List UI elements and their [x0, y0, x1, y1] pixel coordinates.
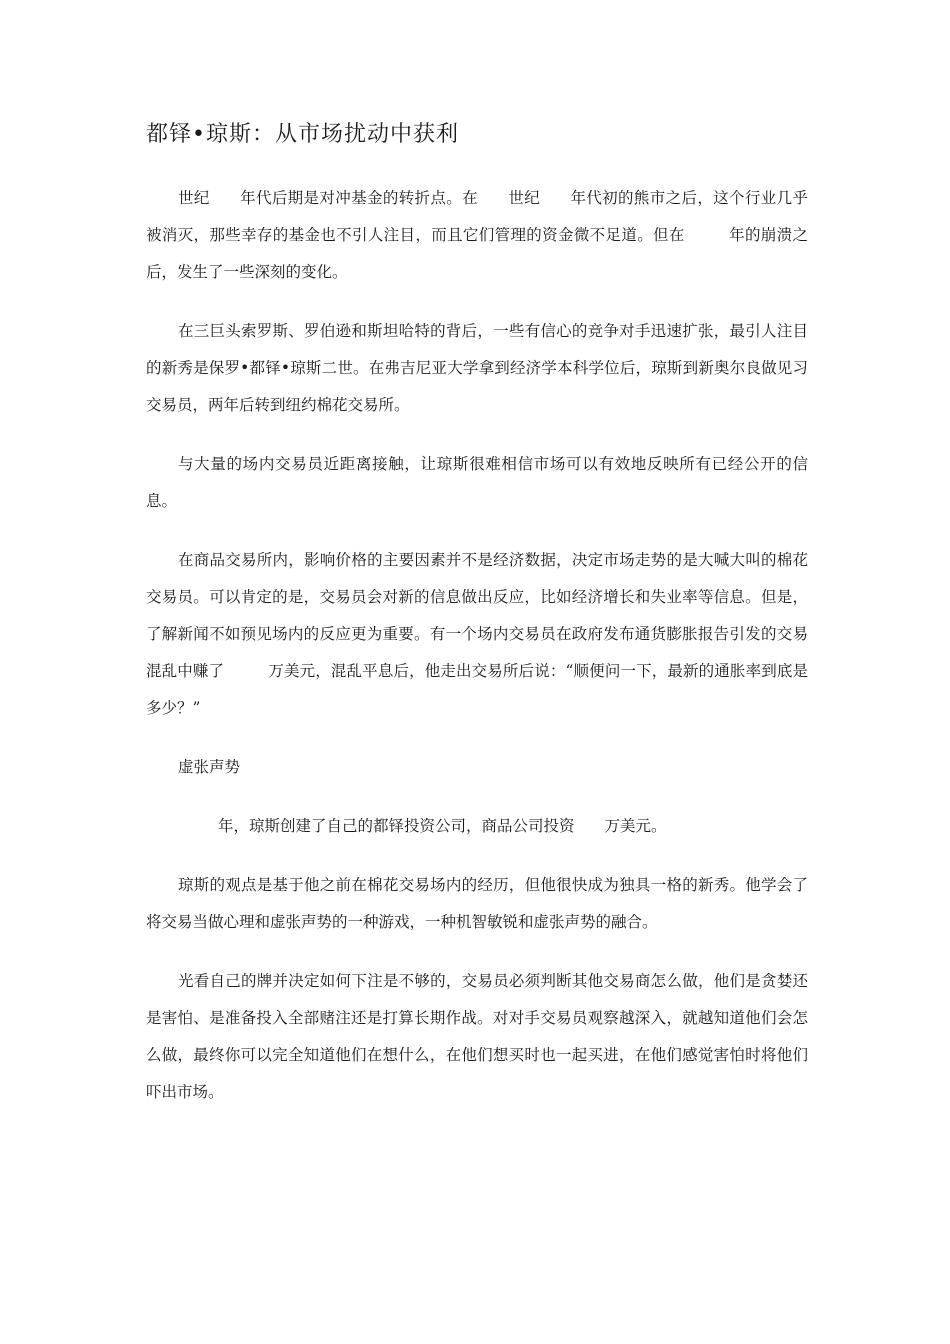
p4-seg-a: 在商品交易所内，影响价格的主要因素并不是经济数据，决定市场走势的是大喊大叫的棉花交易员。可以肯定的是，交易员会对新的信息做出反应，比如经济增长和失业率等信息。但是，了解新闻不如预见场内的反应更为重要。有一个场内交易员在政府发布通货膨胀报告引发的交易混乱中赚了 — [146, 551, 808, 680]
paragraph-4 — [146, 542, 808, 727]
p1-seg-e: 年的崩溃之后，发生了一些深刻的变化。 — [146, 226, 808, 281]
p1-seg-b: 年代后期是对冲基金的转折点。在 — [239, 189, 478, 207]
document-title: 都铎•琼斯：从市场扰动中获利 — [146, 122, 459, 147]
paragraph-1 — [146, 180, 808, 291]
paragraph-7: 光看自己的牌并决定如何下注是不够的，交易员必须判断其他交易商怎么做，他们是贪婪还是害怕、是准备投入全部赌注还是打算长期作战。对对手交易员观察越深入，就越知道他们会怎么做，最终你可以完全知道他们在想什么，在他们想买时也一起买进，在他们感觉害怕时将他们吓出市场。 — [146, 972, 808, 1101]
p5-seg-a: 年，琼斯创建了自己的都铎投资公司，商品公司投资 — [218, 817, 575, 835]
section-heading: 虚张声势 — [178, 758, 241, 776]
p5-seg-b: 万美元。 — [604, 817, 667, 835]
p1-seg-a: 世纪 — [178, 189, 210, 207]
paragraph-6: 琼斯的观点是基于他之前在棉花交易场内的经历，但他很快成为独具一格的新秀。他学会了将交易当做心理和虚张声势的一种游戏，一种机智敏锐和虚张声势的融合。 — [146, 876, 808, 931]
p4-seg-b: 万美元，混乱平息后，他走出交易所后说：“顺便问一下，最新的通胀率到底是多少？” — [146, 662, 808, 717]
paragraph-3: 与大量的场内交易员近距离接触，让琼斯很难相信市场可以有效地反映所有已经公开的信息。 — [146, 455, 808, 510]
paragraph-5 — [146, 808, 808, 845]
paragraph-2: 在三巨头索罗斯、罗伯逊和斯坦哈特的背后，一些有信心的竞争对手迅速扩张，最引人注目的新秀是保罗•都铎•琼斯二世。在弗吉尼亚大学拿到经济学本科学位后，琼斯到新奥尔良做见习交易员，两年后转到纽约棉花交易所。 — [146, 322, 808, 414]
p1-seg-c: 世纪 — [508, 189, 541, 207]
document-page — [146, 118, 808, 1133]
p1-seg-d: 年代初的熊市之后，这个行业几乎被消灭，那些幸存的基金也不引人注目，而且它们管理的资金微不足道。但在 — [146, 189, 808, 244]
